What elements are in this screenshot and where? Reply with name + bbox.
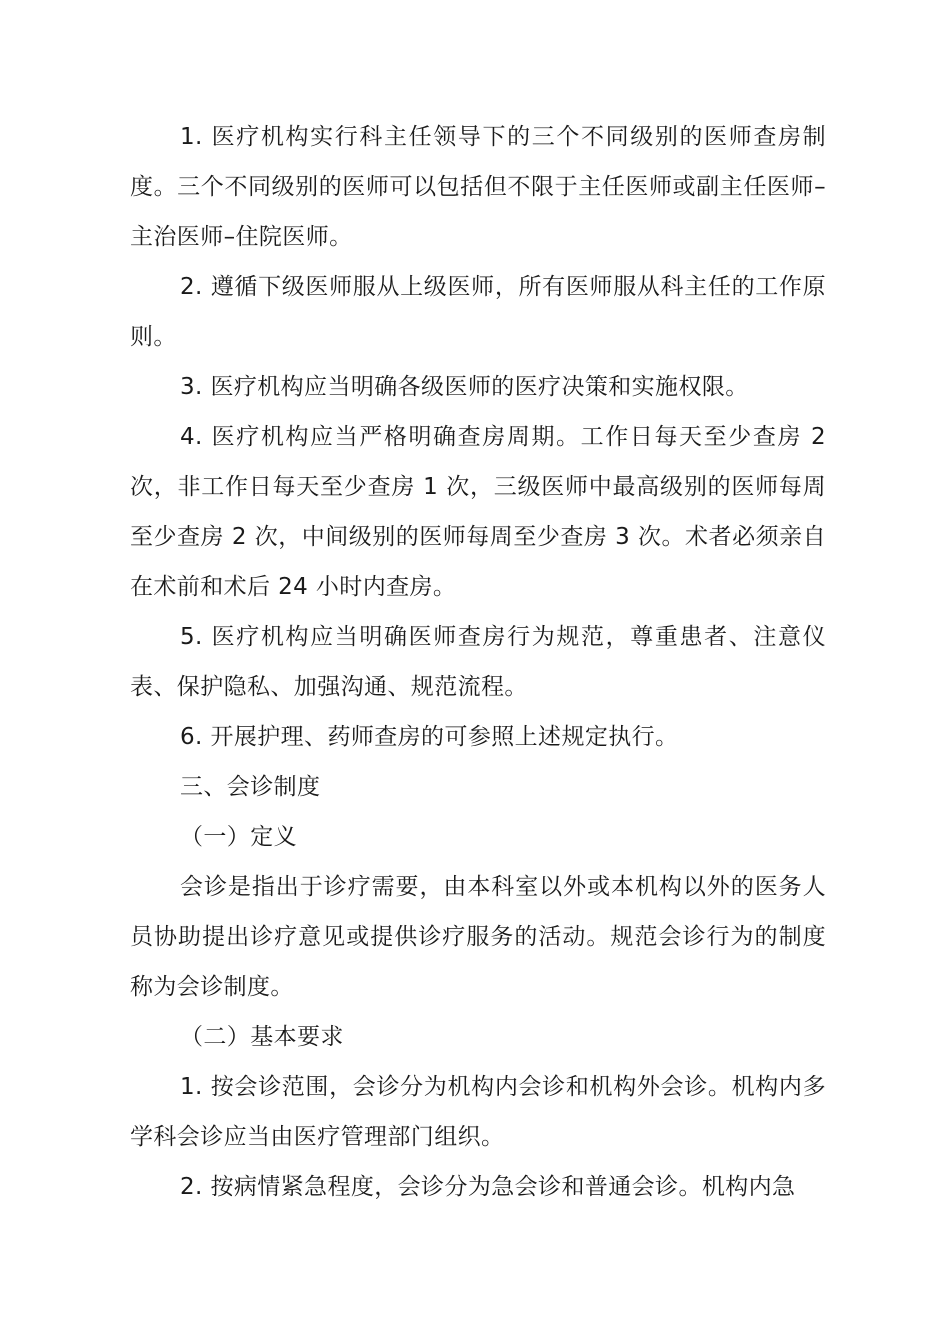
paragraph-rounds-item-4: 4. 医疗机构应当严格明确查房周期。工作日每天至少查房 2 次，非工作日每天至少查房 1 次，三级医师中最高级别的医师每周至少查房 2 次，中间级别的医师每周至少查房 3 次。术者必须亲自在术前和术后 24 小时内查房。 bbox=[130, 424, 826, 600]
subheading-definition: （一）定义 bbox=[180, 824, 297, 850]
paragraph-rounds-item-6: 6. 开展护理、药师查房的可参照上述规定执行。 bbox=[180, 724, 679, 750]
paragraph-definition-body: 会诊是指出于诊疗需要，由本科室以外或本机构以外的医务人员协助提出诊疗意见或提供诊疗服务的活动。规范会诊行为的制度称为会诊制度。 bbox=[130, 874, 826, 1000]
paragraph-rounds-item-2: 2. 遵循下级医师服从上级医师，所有医师服从科主任的工作原则。 bbox=[130, 274, 826, 350]
document-body bbox=[130, 112, 826, 1212]
paragraph-rounds-item-1: 1. 医疗机构实行科主任领导下的三个不同级别的医师查房制度。三个不同级别的医师可以包括但不限于主任医师或副主任医师–主治医师–住院医师。 bbox=[130, 124, 826, 250]
section-heading-consultation: 三、会诊制度 bbox=[180, 774, 321, 800]
paragraph-requirement-item-1: 1. 按会诊范围，会诊分为机构内会诊和机构外会诊。机构内多学科会诊应当由医疗管理部门组织。 bbox=[130, 1074, 826, 1150]
paragraph-rounds-item-5: 5. 医疗机构应当明确医师查房行为规范，尊重患者、注意仪表、保护隐私、加强沟通、规范流程。 bbox=[130, 624, 826, 700]
paragraph-rounds-item-3: 3. 医疗机构应当明确各级医师的医疗决策和实施权限。 bbox=[180, 374, 749, 400]
paragraph-requirement-item-2: 2. 按病情紧急程度，会诊分为急会诊和普通会诊。机构内急 bbox=[180, 1174, 796, 1200]
subheading-basic-requirements: （二）基本要求 bbox=[180, 1024, 344, 1050]
